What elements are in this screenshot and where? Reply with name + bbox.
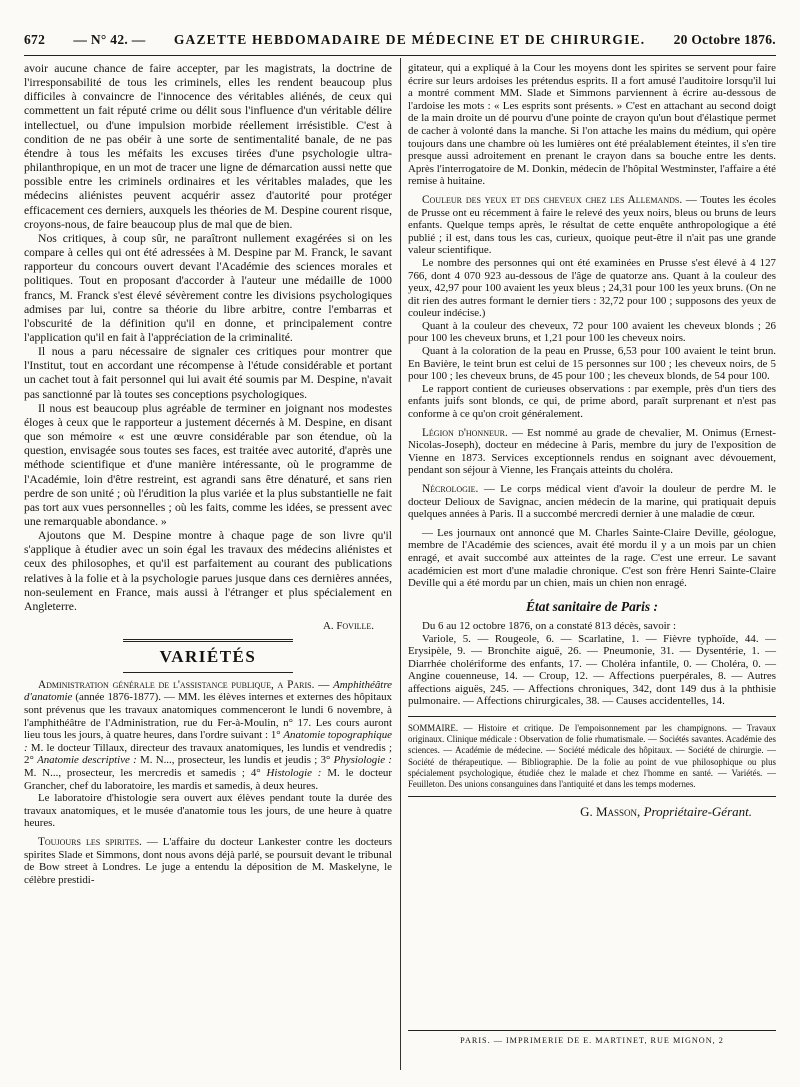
necrologie-text: — Le corps médical vient d'avoir la douleur de perdre M. le docteur Delioux de Savignac, ancien médecin de la marine, qui pratiquait depuis quelques années à Paris. Il a succombé mercredi dernier à une maladie de cœur.	[408, 483, 776, 521]
author-signature: A. Foville.	[323, 620, 374, 633]
necrologie-notice	[408, 483, 776, 521]
couleur-text: — Toutes les écoles de Prusse ont eu récemment à faire le relevé des yeux noirs, bleus ou bruns de leurs enfants. Quelque temps après, le résultat de cette enquête anthropologique a été publié ; il est, dans tous les cas, curieux, quoique peut-être il n'ait pas une grande valeur scientifique.	[408, 193, 776, 257]
etat-sanitaire-title: État sanitaire de Paris :	[525, 598, 658, 614]
couleur-notice	[408, 194, 776, 257]
admin-notice-text: (année 1876-1877). — MM. les élèves internes et externes des hôpitaux sont prévenus que les travaux anatomiques commenceront le lundi 6 novembre, à l'amphithéâtre de l'Administration, rue du Fer-à-Moulin, n° 17. Les cours auront lieu tous les jours, à quatre heures, dans l'ordre suivant :	[24, 691, 392, 742]
couleur-paragraph-5: Le rapport contient de curieuses observations : par exemple, près d'un tiers des enfants juifs sont blonds, ce qui, de prime abord, paraît surprenant et n'est pas conforme à ce qu'on croit généralement.	[408, 382, 776, 421]
issue-number: — N° 42. —	[73, 32, 146, 47]
gerant-name: G. Masson,	[580, 804, 641, 820]
section-title-rule	[123, 672, 293, 673]
etat-sanitaire-intro: Du 6 au 12 octobre 1876, on a constaté 813 décès, savoir :	[422, 619, 677, 632]
spirites-continuation: gitateur, qui a expliqué à la Cour les moyens dont les spirites se servent pour faire écrire sur leurs ardoises les prétendus esprits. Il a fort amusé l'auditoire lorsqu'il lui a montré comment MM. Slade et Simmons parviennent à écrire au-dessous de l'ardoise les mots : « Les esprits sont présents. » C'est en attachant au second doigt de la main droite un dé pourvu d'une pointe de crayon qu'un bout d'élastique permet de cacher à volonté dans la manche. Si l'on attache les mains du médium, qui opère toujours dans une chambre où les lumières ont été préalablement éteintes, il s'en tire presque aussi adroitement en prenant le crayon dans sa bouche entre les dents. Après l'interrogatoire de M. Donkin, médecin de l'hôpital Westminster, l'affaire a été remise à huitaine.	[408, 62, 776, 188]
couleur-paragraph-2: Le nombre des personnes qui ont été examinées en Prusse s'est élevé à 4 127 766, dont 4 070 923 au-dessous de l'âge de quatorze ans. Quant à la couleur des yeux, 42,97 pour 100 avaient les yeux bleus ; 24,31 pour 100 les yeux bruns. (On ne dit rien des autres formant le dernier tiers : 32,72 pour 100 ; supposons des yeux de couleur indécise.)	[408, 256, 776, 320]
page-number: 672	[24, 32, 46, 47]
spirites-text: — L'affaire du docteur Lankester contre les docteurs spirites Slade et Simmons, dont nous avons déjà parlé, se poursuit devant le tribunal de Bow street à Londres. Le juge a entendu la déposition de M. Maskelyne, le célèbre prestidi-	[24, 835, 392, 886]
course-4: 4° Histologie : M. le docteur Grancher, chef du laboratoire, les mardis et samedis, à deux heures.	[24, 767, 393, 792]
deville-notice: — Les journaux ont annoncé que M. Charles Sainte-Claire Deville, géologue, membre de l'Académie des sciences, avait été mordu il y a un mois par un chien enragé, et avait succombé aux atteintes de la rage. C'est une erreur. Le savant académicien est mort d'une maladie chronique. C'est son frère Henri Sainte-Claire Deville qui a été mordu par un chien, mais un chien non enragé.	[408, 526, 776, 590]
foville-paragraph-1: avoir aucune chance de faire accepter, par les magistrats, la doctrine de l'irresponsabilité de tous les criminels, elles les rendent beaucoup plus difficiles à convaincre de l'innocence des véritables aliénés, de ceux qui commettent un fait réputé crime ou délit sous l'influence d'un véritable délire intellectuel, ou d'une impulsion morbide réellement irrésistible. C'est à condition de ne pas obéir à une sorte de sentimentalité banale, de ne pas étendre à tous les méfaits les excuses tirées d'une psychologie ultra-philanthropique, en un mot de tracer une ligne de démarcation aussi nette que possible entre les criminels ordinaires et les véritables malades, que les médecins aliénistes peuvent acquérir assez d'autorité pour protéger efficacement ces derniers, auxquels les théories de M. Despine courent risque, croyons-nous, de faire beaucoup plus de mal que de bien.	[24, 62, 392, 231]
admin-notice-subject: Amphithéâtre d'anatomie	[24, 678, 392, 704]
course-1: 1° Anatomie topographique : M. le docteur Tillaux, directeur des travaux anatomiques, les lundis et vendredis ;	[24, 729, 392, 754]
foville-paragraph-5: Ajoutons que M. Despine montre à chaque page de son livre qu'il s'applique à étudier avec un soin égal les travaux des médecins aliénistes et ceux des philosophes, et qu'il est parfaitement au courant des publications relatives à la folie et à la psychologie parues jusque dans ces dernières années, non-seulement en France, mais aussi à l'étranger et plus spécialement en Angleterre.	[24, 529, 392, 613]
course-3: 3° Physiologie : M. N..., prosecteur, les mercredis et samedis ;	[24, 754, 392, 779]
laboratory-notice: Le laboratoire d'histologie sera ouvert aux élèves pendant toute la durée des travaux anatomiques, et le musée d'anatomie tous les jours, de une heure à quatre heures.	[24, 792, 392, 830]
legion-heading: Légion d'honneur.	[422, 426, 508, 439]
header-rule	[24, 55, 776, 56]
issue-date: 20 Octobre 1876.	[673, 32, 776, 47]
section-divider	[123, 639, 293, 642]
legion-notice	[408, 427, 776, 477]
column-divider	[400, 58, 401, 1070]
journal-title: GAZETTE HEBDOMADAIRE DE MÉDECINE ET DE CHIRURGIE.	[173, 32, 646, 47]
admin-notice-heading: Administration générale de l'assistance publique, a Paris. —	[38, 678, 330, 691]
foville-paragraph-4: Il nous est beaucoup plus agréable de terminer en joignant nos modestes éloges à ceux que le rapporteur a justement décernés à M. Despine, en disant que son mémoire « est une œuvre considérable par son étendue, où la question, envisagée sous toutes ses faces, est traitée avec autorité, d'après une méthode scientifique et d'une manière intéressante, où le programme de l'Académie, loin d'être restreint, est agrandi sans être dénaturé, et sans rien perdre de son unité ; où l'érudition la plus variée et la plus substantielle ne fait pas tort aux vues personnelles ; où les faits, comme les idées, se pressent avec une remarquable abondance. »	[24, 401, 392, 528]
page-header	[24, 28, 776, 52]
spirites-heading: Toujours les spirites.	[38, 835, 142, 848]
newspaper-page	[24, 0, 776, 1087]
foville-paragraph-2: Nos critiques, à coup sûr, ne paraîtront nullement exagérées si on les compare à celles qui ont été adressées à M. Despine par M. Franck, le savant rapporteur du concours ouvert devant l'Académie des sciences morales et politiques. Tout en proposant d'accorder à l'auteur une médaille de 1000 francs, M. Franck s'est élevé sévèrement contre les divisions psychologiques admises par lui, contre sa théorie du libre arbitre, contre l'embarras et l'obscurité de la définition qu'il en donne, et principalement contre l'application qu'il en fait à l'appréciation de la criminalité.	[24, 231, 392, 344]
legion-text: — Est nommé au grade de chevalier, M. Onimus (Ernest-Nicolas-Joseph), docteur en médecine à Paris, membre du jury de l'exposition de Vienne en 1873. Services exceptionnels rendus en soignant avec dévouement, pendant son séjour à Vienne, les Français atteints du choléra.	[408, 426, 776, 477]
sommaire: SOMMAIRE. — Histoire et critique. De l'empoisonnement par les champignons. — Travaux originaux. Clinique médicale : Observation de folie rhumatismale. — Sociétés savantes. Académie des sciences. — Académie de médecine. — Société médicale des hôpitaux. — Société de chirurgie. — Société de thérapeutique. — Bibliographie. De la folie au point de vue philosophique ou plus spécialement psychologique, étudiée chez le malade et chez l'homme en santé. — Variétés. — Feuilleton. Des unions consanguines dans l'antiquité et dans les temps modernes.	[408, 723, 776, 790]
imprint-rule	[408, 1030, 776, 1031]
couleur-paragraph-4: Quant à la coloration de la peau en Prusse, 6,53 pour 100 avaient le teint brun. En Bavière, le teint brun est celui de 15 personnes sur 100 ; les cheveux noirs, de 5 pour 100 ; les cheveux bruns, de 45 pour 100 ; les cheveux blonds, de 54 pour 100.	[408, 345, 776, 383]
course-2: 2° Anatomie descriptive : M. N..., prosecteur, les lundis et jeudis ;	[24, 754, 318, 767]
printer-imprint: PARIS. — IMPRIMERIE DE E. MARTINET, RUE MIGNON, 2	[460, 1036, 724, 1045]
couleur-heading: Couleur des yeux et des cheveux chez les Allemands.	[422, 193, 683, 206]
left-column	[24, 62, 392, 1074]
sommaire-rule	[408, 716, 776, 717]
section-title-varietes: VARIÉTÉS	[159, 646, 257, 666]
foville-paragraph-3: Il nous a paru nécessaire de signaler ces critiques pour montrer que l'Institut, tout en accordant une récompense à l'étude considérable et portant un cachet tout à fait personnel qui lui avait été soumis par M. Despine, n'avait pas sanctionné par là toutes ses conceptions psychologiques.	[24, 345, 392, 401]
necrologie-heading: Nécrologie.	[422, 483, 479, 495]
etat-sanitaire-list: Variole, 5. — Rougeole, 6. — Scarlatine, 1. — Fièvre typhoïde, 44. — Erysipèle, 9. — Bronchite aiguë, 26. — Pneumonie, 31. — Dysentérie, 1. — Diarrhée cholériforme des enfants, 17. — Choléra infantile, 0. — Choléra, 0. — Angine couenneuse, 14. — Croup, 12. — Affections puerpérales, 8. — Autres affections aiguës, 245. — Affections chroniques, 342, dont 149 dus à la phthisie pulmonaire. — Affections chirurgicales, 38. — Causes accidentelles, 14.	[408, 632, 776, 708]
spirites-notice	[24, 836, 392, 886]
gerant-rule	[408, 796, 776, 797]
gerant-title: Propriétaire-Gérant.	[643, 804, 752, 820]
couleur-paragraph-3: Quant à la couleur des cheveux, 72 pour 100 avaient les cheveux blonds ; 26 pour 100 les cheveux bruns, et 1,21 pour 100 les cheveux noirs.	[408, 319, 776, 345]
admin-notice	[24, 679, 392, 792]
gerant-signature	[408, 805, 776, 819]
right-column	[408, 62, 776, 1062]
